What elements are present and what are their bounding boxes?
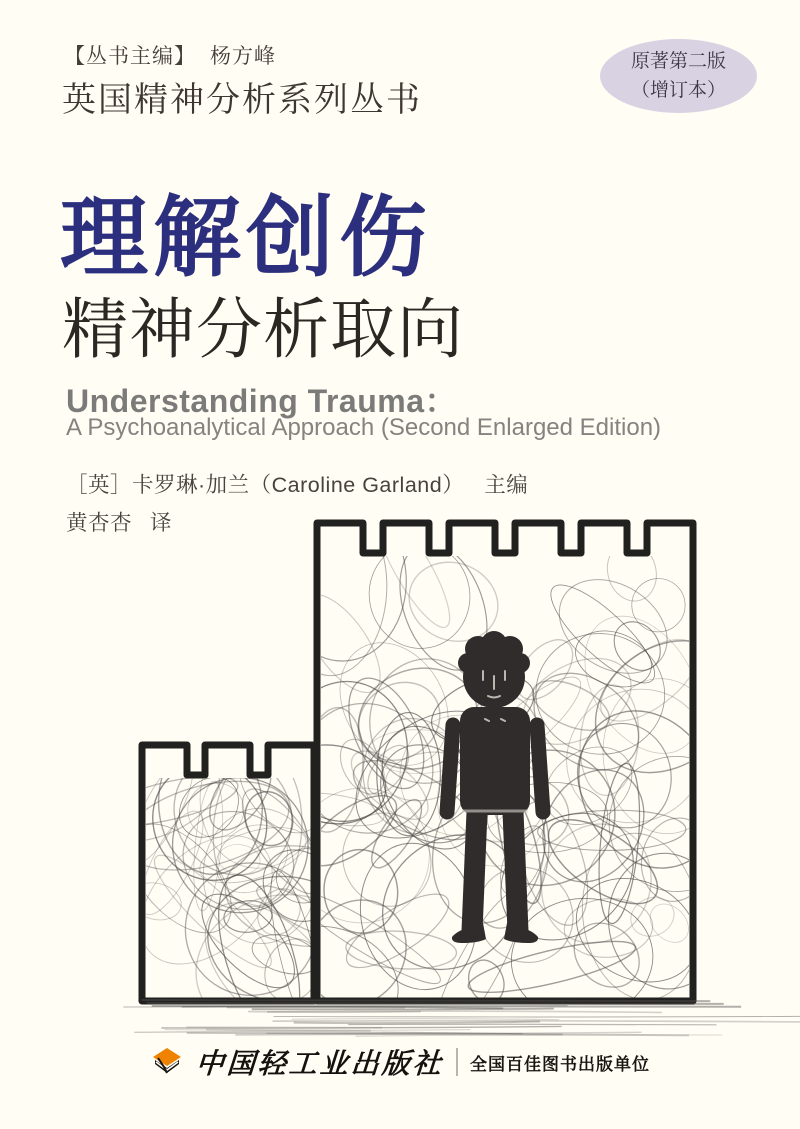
publisher-row xyxy=(0,1038,800,1086)
book-title-main: 理解创伤 xyxy=(60,191,433,288)
boy-silhouette xyxy=(447,631,543,943)
edition-badge xyxy=(600,39,757,113)
publisher-name: 中国轻工业出版社 xyxy=(194,1049,445,1080)
cover-illustration xyxy=(0,515,800,1060)
publisher-honor: 全国百佳图书出版单位 xyxy=(470,1054,650,1074)
english-title-line1: Understanding Trauma： xyxy=(66,383,458,419)
publisher-logo-icon xyxy=(150,1046,184,1078)
book-title-subtitle: 精神分析取向 xyxy=(62,294,464,367)
english-title-line2: A Psychoanalytical Approach (Second Enlarged Edition) xyxy=(66,414,662,441)
editor-role: 主编 xyxy=(484,473,529,497)
series-editor-line xyxy=(64,40,276,70)
series-editor-name: 杨方峰 xyxy=(210,45,276,68)
ground-hatching xyxy=(123,1000,800,1036)
translator-name: 黄杏杏 xyxy=(66,511,133,535)
series-editor-label: 【丛书主编】 xyxy=(64,45,196,68)
translator-role: 译 xyxy=(150,511,173,535)
publisher-divider xyxy=(456,1048,458,1076)
editor-line xyxy=(66,468,528,499)
series-title: 英国精神分析系列丛书 xyxy=(62,81,422,119)
edition-badge-line2: （增订本） xyxy=(630,80,726,101)
edition-badge-line1: 原著第二版 xyxy=(630,50,726,72)
editor-name: ［英］卡罗琳·加兰（Caroline Garland） xyxy=(66,473,465,497)
